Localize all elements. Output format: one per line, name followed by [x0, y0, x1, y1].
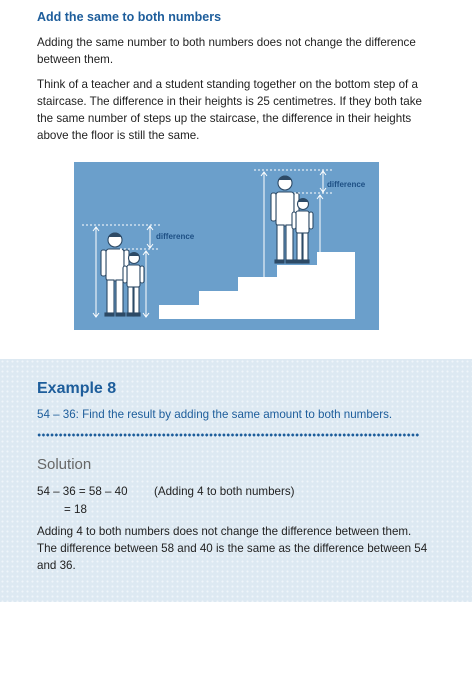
dotted-divider — [37, 433, 419, 437]
solution-explanation: Adding 4 to both numbers does not change the difference between them. The difference between 58 and 40 is the same as the difference between 54 and 36. — [37, 525, 428, 572]
solution-title: Solution — [37, 456, 92, 473]
staircase-illustration — [74, 162, 379, 330]
equation-line-1: 54 – 36 = 58 – 40 — [37, 485, 128, 498]
example-title: Example 8 — [37, 380, 117, 397]
staircase — [159, 252, 355, 319]
intro-paragraph: Adding the same number to both numbers does not change the difference between them. — [37, 36, 416, 66]
section-heading: Add the same to both numbers — [37, 10, 222, 24]
example-question: 54 – 36: Find the result by adding the same amount to both numbers. — [37, 408, 393, 421]
example-panel — [0, 359, 472, 602]
equation-note: (Adding 4 to both numbers) — [154, 485, 295, 498]
difference-label-right: difference — [327, 180, 366, 189]
difference-label-left: difference — [156, 232, 195, 241]
staircase-paragraph: Think of a teacher and a student standing together on the bottom step of a staircase. The difference in their heights is 25 centimetres. If they both take the same number of steps up the staircase, the difference in their heights above the floor is still the same. — [37, 78, 422, 142]
equation-line-2: = 18 — [64, 503, 87, 516]
